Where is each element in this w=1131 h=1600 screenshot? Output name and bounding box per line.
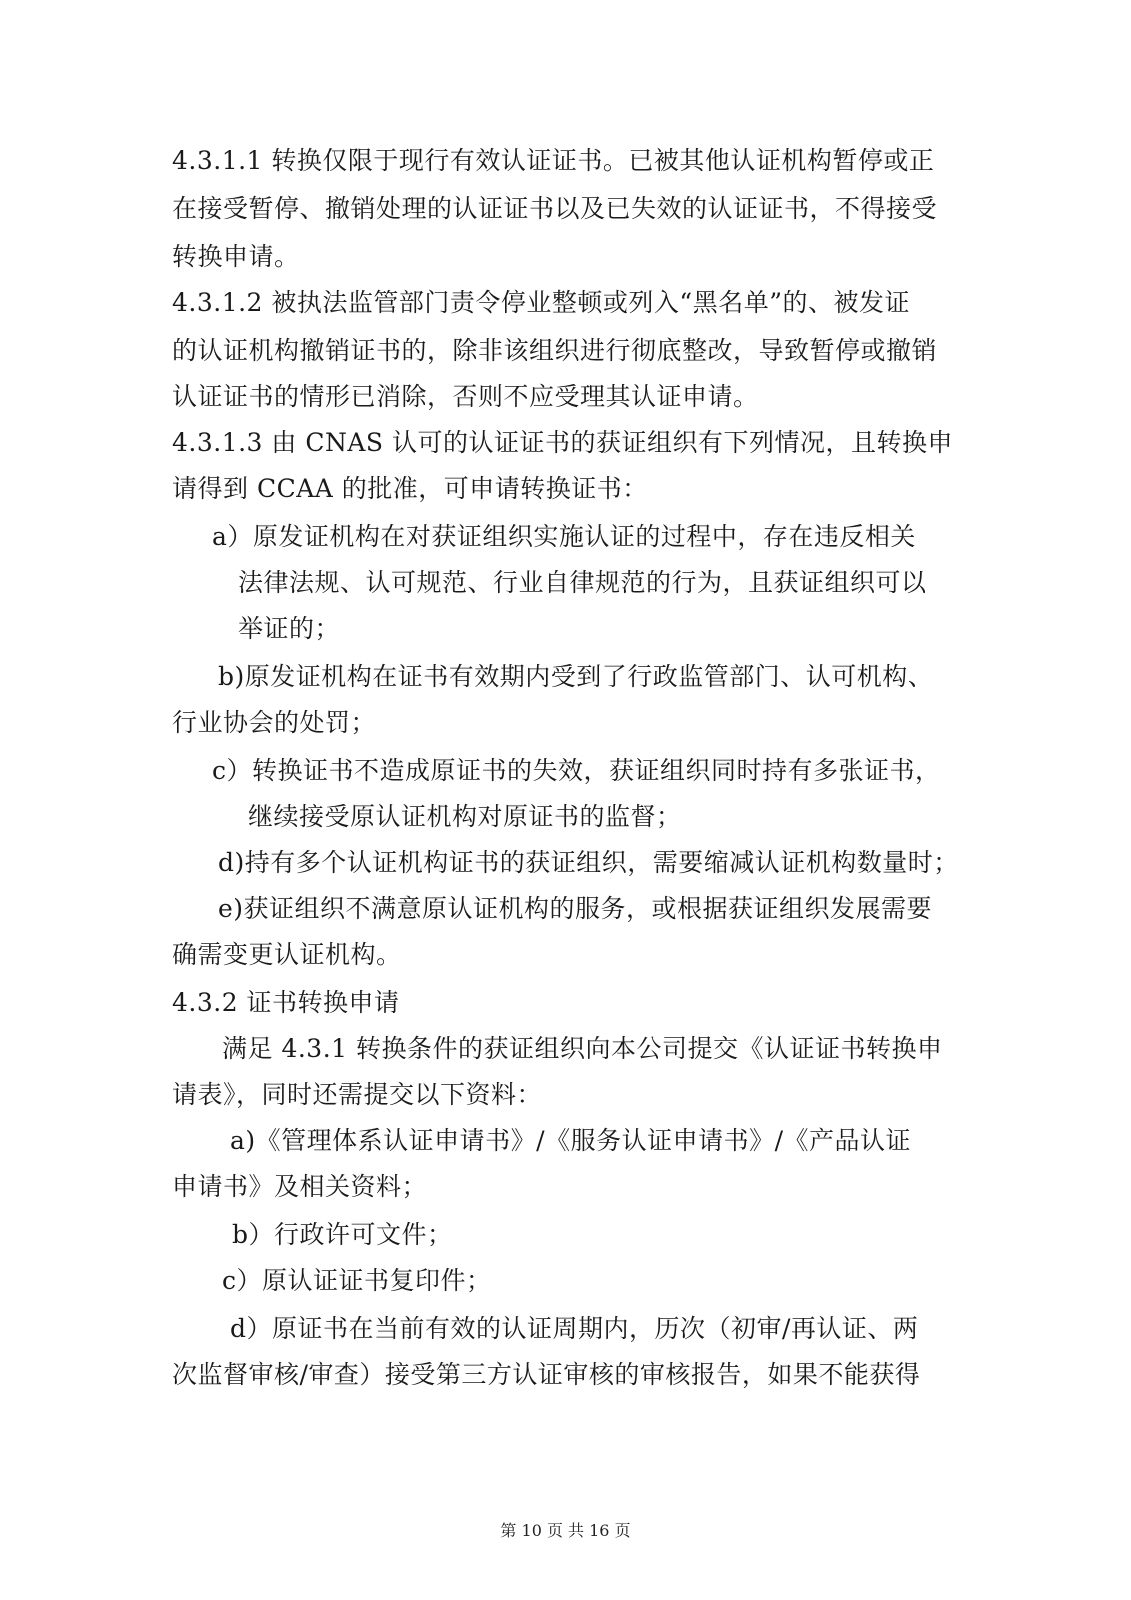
text-line: 请表》，同时还需提交以下资料： [172,1080,543,1109]
section-heading: 4.3.2 证书转换申请 [172,988,400,1017]
list-item-e-cont: 确需变更认证机构。 [172,940,402,969]
list-item-c-cont: 继续接受原认证机构对原证书的监督； [248,802,682,831]
list-item-a-cont: 举证的； [238,614,341,643]
text-line: 转换申请。 [172,242,300,271]
list-item-a-cont: 法律法规、认可规范、行业自律规范的行为，且获证组织可以 [238,568,927,597]
list-item-c: c）原认证证书复印件； [222,1266,492,1295]
list-item-d-cont: 次监督审核/审查）接受第三方认证审核的审核报告，如果不能获得 [172,1360,921,1389]
text-line: 4.3.1.1 转换仅限于现行有效认证证书。已被其他认证机构暂停或正 [172,146,935,175]
list-item-d: d)持有多个认证机构证书的获证组织，需要缩减认证机构数量时； [218,848,959,877]
text-line: 4.3.1.2 被执法监管部门责令停业整顿或列入“黑名单”的、被发证 [172,288,910,317]
list-item-a-cont: 申请书》及相关资料； [172,1172,428,1201]
list-item-d: d）原证书在当前有效的认证周期内，历次（初审/再认证、两 [230,1314,919,1343]
list-item-a: a）原发证机构在对获证组织实施认证的过程中，存在违反相关 [212,522,916,551]
list-item-a: a)《管理体系认证申请书》/《服务认证申请书》/《产品认证 [230,1126,912,1155]
list-item-b: b）行政许可文件； [232,1220,453,1249]
text-line: 请得到 CCAA 的批准，可申请转换证书： [172,474,648,503]
page-number-footer: 第 10 页 共 16 页 [500,1521,631,1540]
text-line: 4.3.1.3 由 CNAS 认可的认证证书的获证组织有下列情况，且转换申 [172,428,953,457]
list-item-e: e)获证组织不满意原认证机构的服务，或根据获证组织发展需要 [218,894,933,923]
text-line: 在接受暂停、撤销处理的认证证书以及已失效的认证证书，不得接受 [172,194,938,223]
list-item-b-cont: 行业协会的处罚； [172,708,377,737]
text-line: 满足 4.3.1 转换条件的获证组织向本公司提交《认证证书转换申 [222,1034,943,1063]
list-item-b: b)原发证机构在证书有效期内受到了行政监管部门、认可机构、 [218,662,934,691]
text-line: 认证证书的情形已消除，否则不应受理其认证申请。 [172,382,759,411]
text-line: 的认证机构撤销证书的，除非该组织进行彻底整改，导致暂停或撤销 [172,336,938,365]
list-item-c: c）转换证书不造成原证书的失效，获证组织同时持有多张证书， [212,756,941,785]
